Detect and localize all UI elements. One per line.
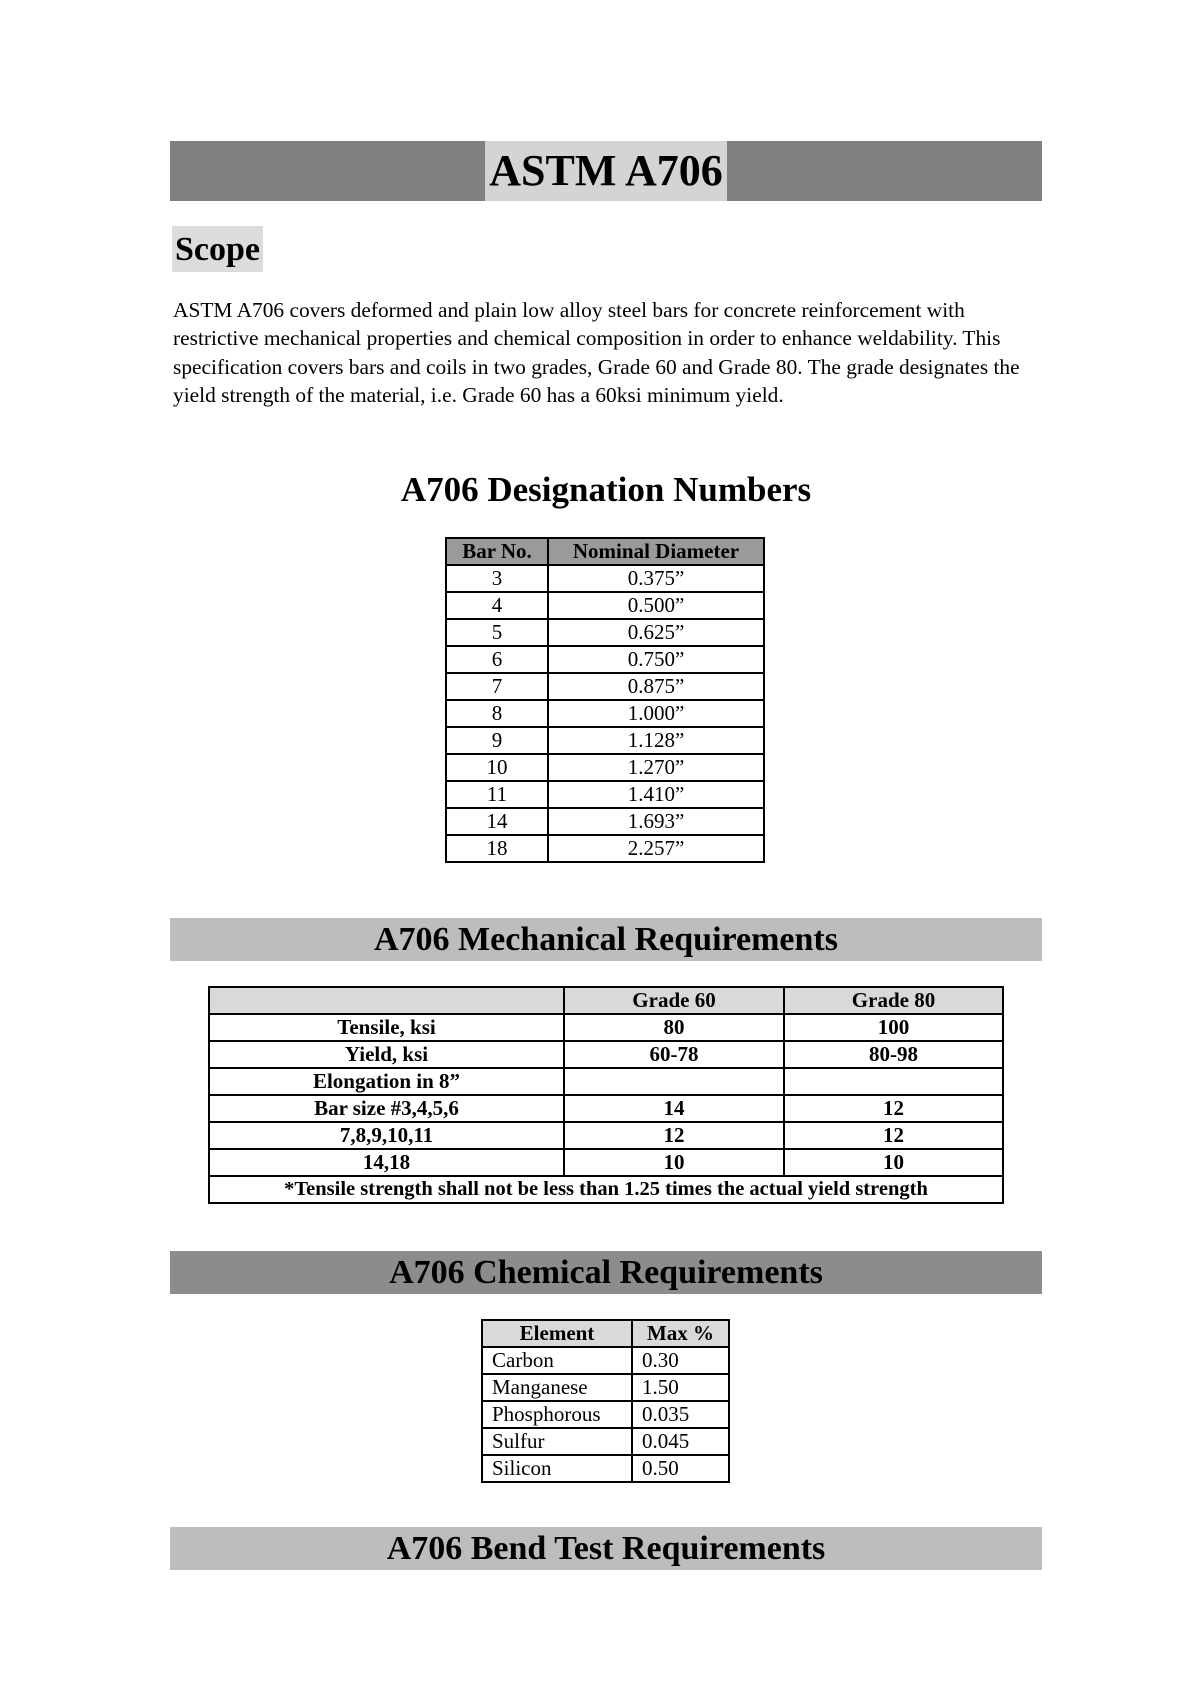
mechanical-table	[208, 986, 1004, 1204]
designation-row	[446, 673, 764, 700]
designation-cell: 5	[446, 619, 548, 646]
chemical-cell: 0.035	[632, 1401, 729, 1428]
designation-body	[446, 565, 764, 862]
scope-paragraph: ASTM A706 covers deformed and plain low alloy steel bars for concrete reinforcement with restrictive mechanical properties and chemical composition in order to enhance weldability. This specification covers bars and coils in two grades, Grade 60 and Grade 80. The grade designates the yield strength of the material, i.e. Grade 60 has a 60ksi minimum yield.	[173, 298, 1020, 408]
chemical-heading: A706 Chemical Requirements	[389, 1254, 823, 1291]
mechanical-cell: 12	[784, 1095, 1003, 1122]
designation-row	[446, 619, 764, 646]
mechanical-note: *Tensile strength shall not be less than 1.25 times the actual yield strength	[209, 1176, 1003, 1203]
mechanical-cell: 14	[564, 1095, 784, 1122]
designation-cell: 1.693”	[548, 808, 764, 835]
mechanical-row	[209, 1014, 1003, 1041]
designation-cell: 2.257”	[548, 835, 764, 862]
designation-cell: 14	[446, 808, 548, 835]
chemical-cell: 0.30	[632, 1347, 729, 1374]
mechanical-note-row	[209, 1176, 1003, 1203]
designation-header-row	[446, 538, 764, 565]
mechanical-row	[209, 1068, 1003, 1095]
designation-row	[446, 781, 764, 808]
designation-row	[446, 565, 764, 592]
mechanical-cell: 12	[784, 1122, 1003, 1149]
mechanical-header-cell: Grade 80	[784, 987, 1003, 1014]
designation-table	[445, 537, 765, 863]
mechanical-cell: 80	[564, 1014, 784, 1041]
page-title: ASTM A706	[485, 141, 726, 201]
chemical-cell: 1.50	[632, 1374, 729, 1401]
mechanical-cell: 10	[784, 1149, 1003, 1176]
chemical-cell: 0.045	[632, 1428, 729, 1455]
designation-heading: A706 Designation Numbers	[400, 470, 812, 509]
chemical-cell: Carbon	[482, 1347, 632, 1374]
chemical-body	[482, 1347, 729, 1482]
mechanical-header-row	[209, 987, 1003, 1014]
chemical-header-cell: Element	[482, 1320, 632, 1347]
mechanical-row	[209, 1041, 1003, 1068]
bend-heading-band	[170, 1527, 1042, 1570]
mechanical-cell: 10	[564, 1149, 784, 1176]
mechanical-header-cell: Grade 60	[564, 987, 784, 1014]
designation-row	[446, 646, 764, 673]
designation-row	[446, 835, 764, 862]
mechanical-header-cell	[209, 987, 564, 1014]
designation-cell: 0.750”	[548, 646, 764, 673]
chemical-header-cell: Max %	[632, 1320, 729, 1347]
chemical-row	[482, 1401, 729, 1428]
designation-cell: 1.000”	[548, 700, 764, 727]
designation-cell: 11	[446, 781, 548, 808]
designation-cell: 0.875”	[548, 673, 764, 700]
mechanical-row	[209, 1122, 1003, 1149]
designation-cell: 0.625”	[548, 619, 764, 646]
designation-cell: 10	[446, 754, 548, 781]
designation-cell: 0.375”	[548, 565, 764, 592]
designation-cell: 1.410”	[548, 781, 764, 808]
chemical-row	[482, 1455, 729, 1482]
designation-row	[446, 754, 764, 781]
designation-cell: 6	[446, 646, 548, 673]
mechanical-cell: 14,18	[209, 1149, 564, 1176]
bend-heading: A706 Bend Test Requirements	[386, 1530, 826, 1567]
mechanical-row	[209, 1149, 1003, 1176]
mechanical-cell: 60-78	[564, 1041, 784, 1068]
designation-row	[446, 700, 764, 727]
mechanical-cell: Bar size #3,4,5,6	[209, 1095, 564, 1122]
designation-cell: 1.128”	[548, 727, 764, 754]
mechanical-heading-band	[170, 918, 1042, 961]
mechanical-cell	[564, 1068, 784, 1095]
designation-cell: 8	[446, 700, 548, 727]
mechanical-body	[209, 1014, 1003, 1176]
mechanical-heading: A706 Mechanical Requirements	[374, 921, 838, 958]
designation-cell: 18	[446, 835, 548, 862]
mechanical-cell: 100	[784, 1014, 1003, 1041]
designation-row	[446, 808, 764, 835]
scope-heading: Scope	[172, 226, 263, 272]
mechanical-row	[209, 1095, 1003, 1122]
designation-row	[446, 592, 764, 619]
chemical-cell: Phosphorous	[482, 1401, 632, 1428]
designation-cell: 0.500”	[548, 592, 764, 619]
designation-cell: 9	[446, 727, 548, 754]
chemical-row	[482, 1428, 729, 1455]
designation-row	[446, 727, 764, 754]
chemical-cell: Silicon	[482, 1455, 632, 1482]
chemical-heading-band	[170, 1251, 1042, 1294]
mechanical-cell: Elongation in 8”	[209, 1068, 564, 1095]
designation-cell: 3	[446, 565, 548, 592]
mechanical-cell	[784, 1068, 1003, 1095]
chemical-row	[482, 1347, 729, 1374]
designation-cell: 4	[446, 592, 548, 619]
chemical-header-row	[482, 1320, 729, 1347]
designation-cell: 1.270”	[548, 754, 764, 781]
designation-cell: 7	[446, 673, 548, 700]
designation-header-cell: Nominal Diameter	[548, 538, 764, 565]
title-band	[170, 141, 1042, 201]
chemical-cell: 0.50	[632, 1455, 729, 1482]
mechanical-cell: Yield, ksi	[209, 1041, 564, 1068]
mechanical-cell: 12	[564, 1122, 784, 1149]
mechanical-cell: 7,8,9,10,11	[209, 1122, 564, 1149]
chemical-row	[482, 1374, 729, 1401]
mechanical-cell: 80-98	[784, 1041, 1003, 1068]
chemical-table	[481, 1319, 730, 1483]
chemical-cell: Manganese	[482, 1374, 632, 1401]
chemical-cell: Sulfur	[482, 1428, 632, 1455]
mechanical-cell: Tensile, ksi	[209, 1014, 564, 1041]
designation-header-cell: Bar No.	[446, 538, 548, 565]
